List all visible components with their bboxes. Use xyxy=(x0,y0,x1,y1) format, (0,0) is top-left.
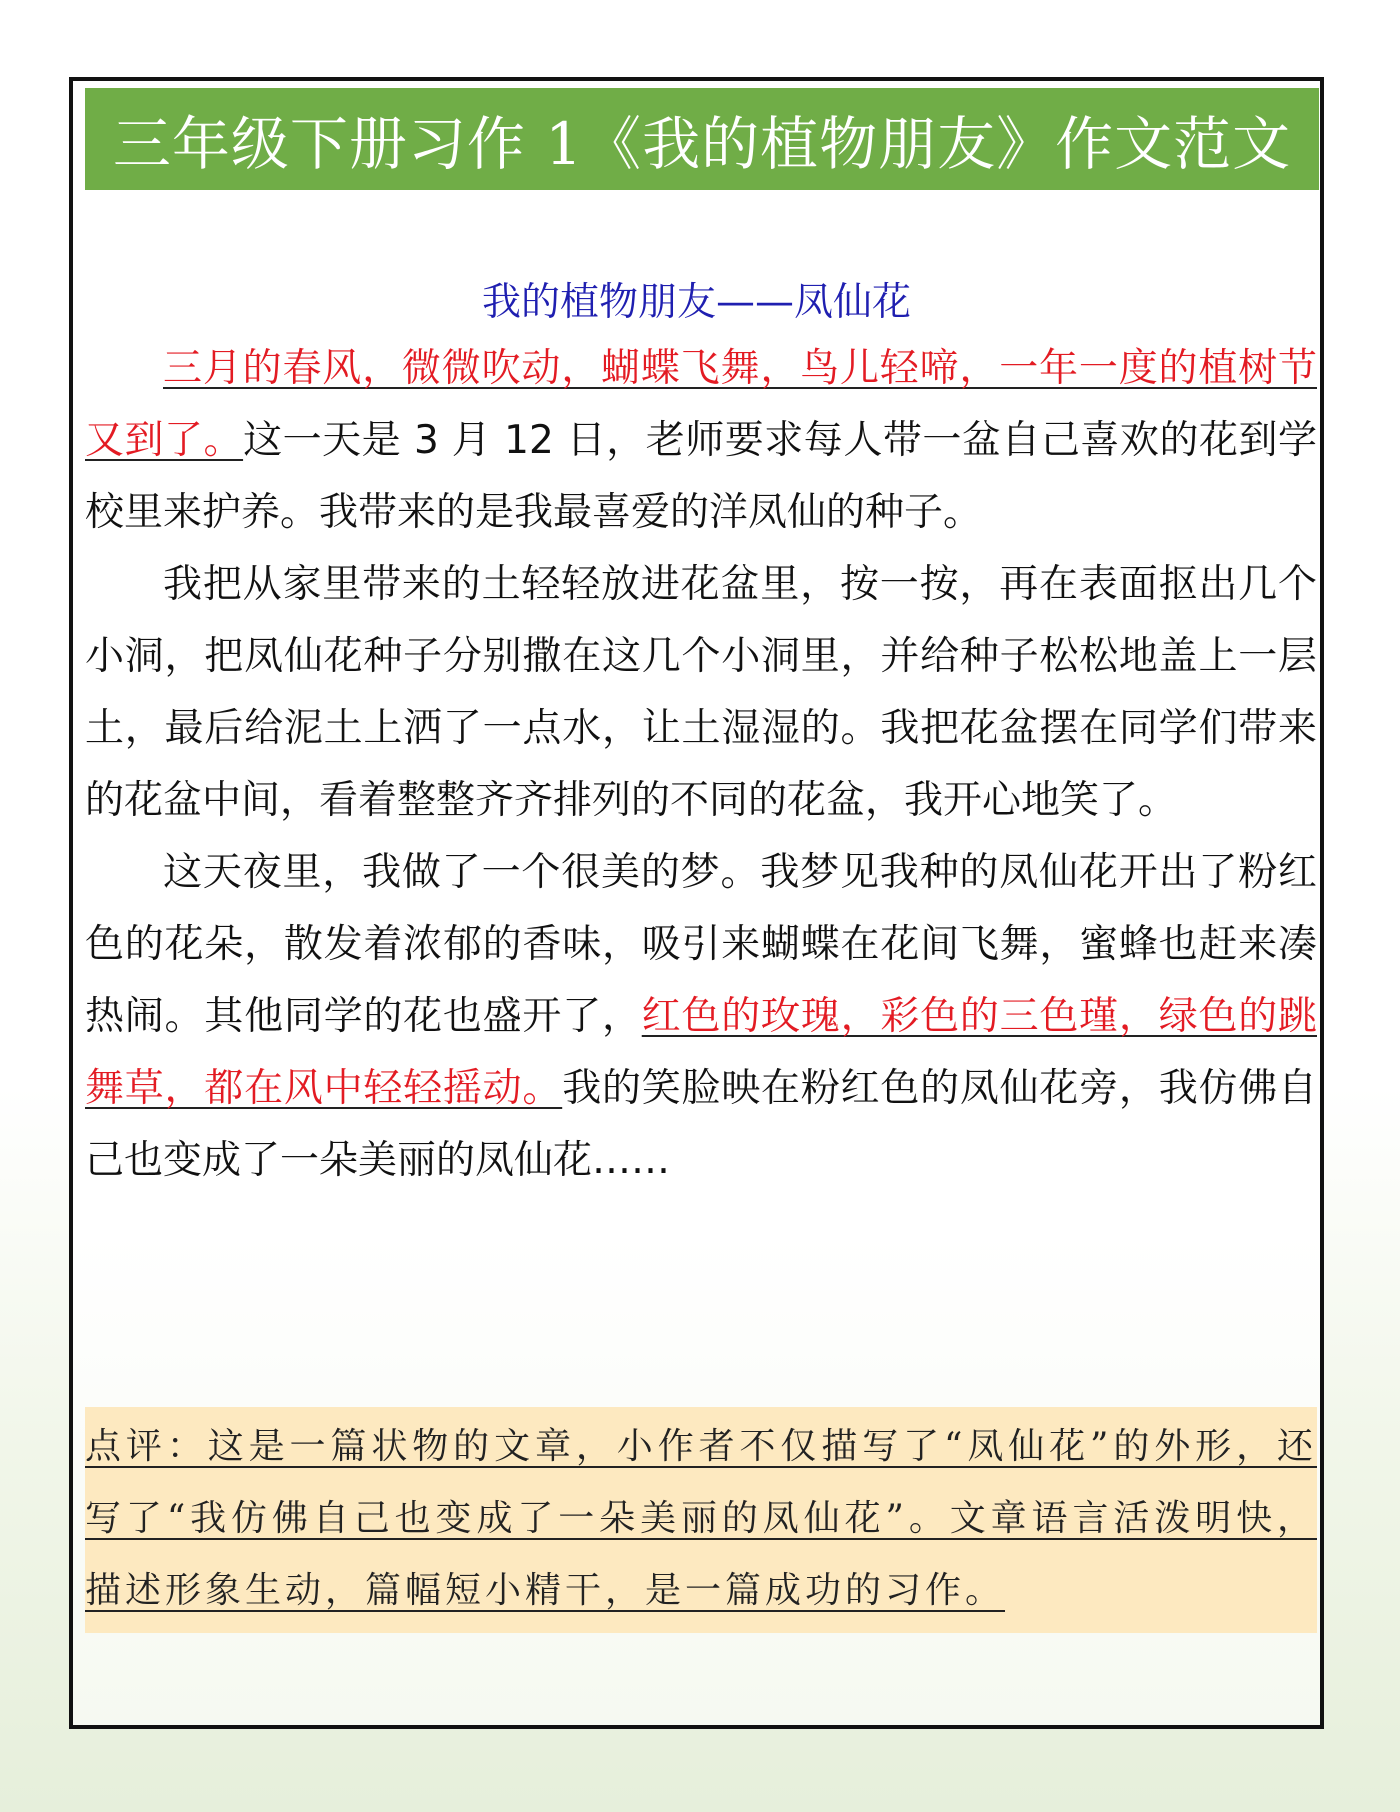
essay-title: 我的植物朋友——凤仙花 xyxy=(481,280,911,325)
essay-body xyxy=(85,333,1317,1197)
paragraph-3 xyxy=(85,837,1317,1197)
comment-box xyxy=(85,1407,1317,1633)
paragraph-2 xyxy=(85,549,1317,837)
highlighted-sentence: 三月的春风，微微吹动，蝴蝶飞舞，鸟儿轻啼，一年一度的植树节又到了。 xyxy=(85,346,1317,463)
paragraph-1 xyxy=(85,333,1317,549)
document-frame xyxy=(69,77,1324,1729)
paragraph-text: 这一天是 3 月 12 日，老师要求每人带一盆自己喜欢的花到学校里来护养。我带来的是我最喜爱的洋凤仙的种子。 xyxy=(85,418,1317,535)
title-banner xyxy=(85,88,1319,190)
paragraph-text: 我把从家里带来的土轻轻放进花盆里，按一按，再在表面抠出几个小洞，把凤仙花种子分别撒在这几个小洞里，并给种子松松地盖上一层土，最后给泥土上洒了一点水，让土湿湿的。我把花盆摆在同学们带来的花盆中间，看着整整齐齐排列的不同的花盆，我开心地笑了。 xyxy=(85,562,1317,823)
paragraph-text: 我的笑脸映在粉红色的凤仙花旁，我仿佛自己也变成了一朵美丽的凤仙花…… xyxy=(85,1066,1317,1183)
highlighted-sentence: 红色的玫瑰，彩色的三色瑾，绿色的跳舞草，都在风中轻轻摇动。 xyxy=(85,994,1317,1111)
paragraph-text: 这天夜里，我做了一个很美的梦。我梦见我种的凤仙花开出了粉红色的花朵，散发着浓郁的香味，吸引来蝴蝶在花间飞舞，蜜蜂也赶来凑热闹。其他同学的花也盛开了， xyxy=(85,850,1317,1039)
comment-text: 点评：这是一篇状物的文章，小作者不仅描写了“凤仙花”的外形，还写了“我仿佛自己也变成了一朵美丽的凤仙花”。文章语言活泼明快，描述形象生动，篇幅短小精干，是一篇成功的习作。 xyxy=(85,1426,1317,1611)
page-title: 三年级下册习作 1《我的植物朋友》作文范文 xyxy=(112,110,1292,178)
